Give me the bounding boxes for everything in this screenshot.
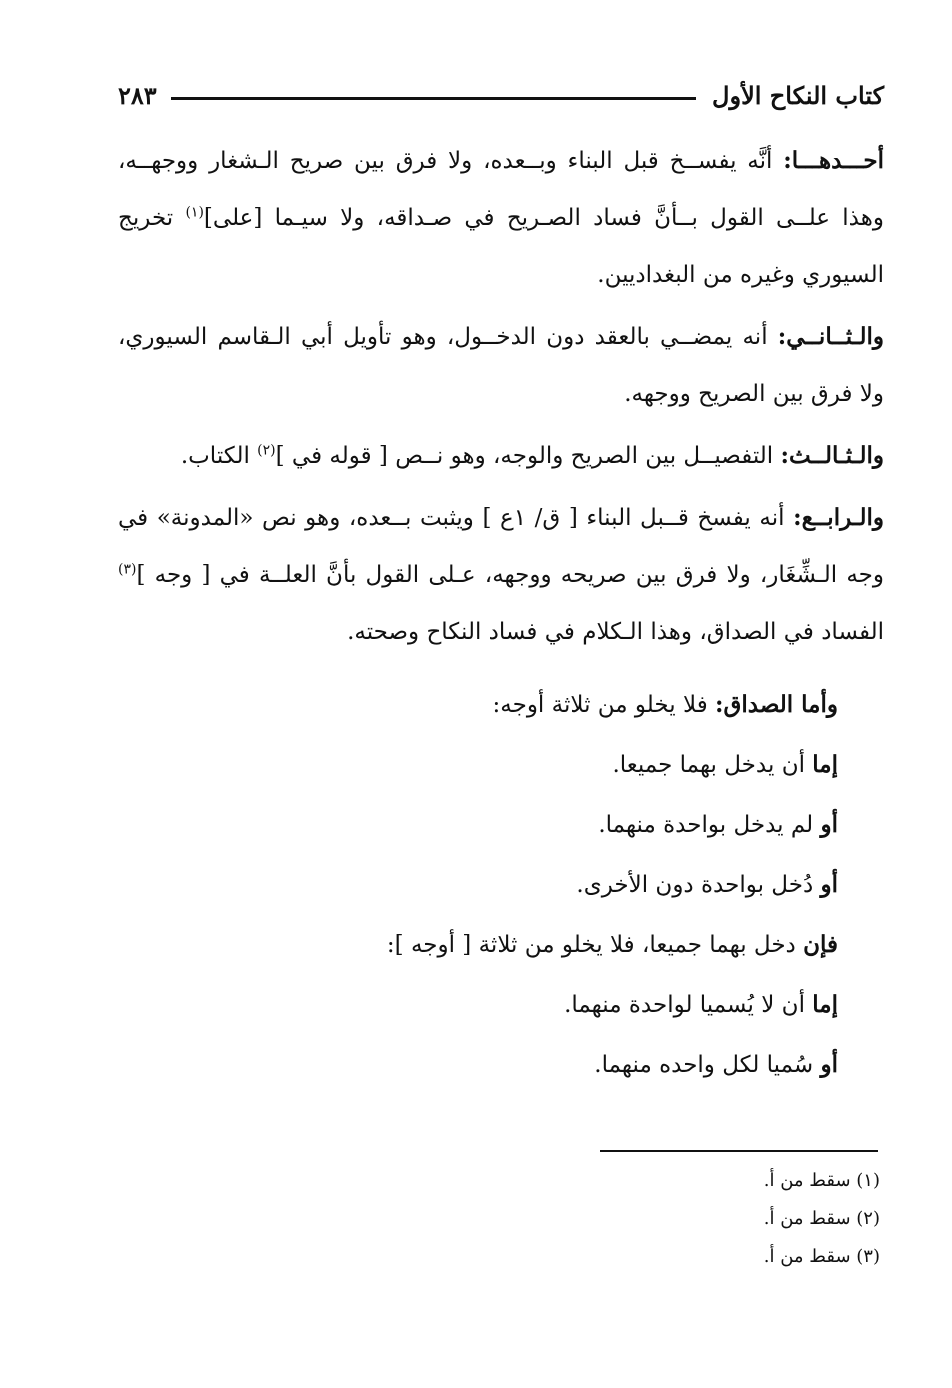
footnote-text: سقط من أ. [763, 1246, 857, 1267]
list-text: دخل بهما جميعا، فلا يخلو من ثلاثة [ أوجه ]: [386, 932, 804, 958]
list-text: دُخل بواحدة دون الأخرى. [576, 872, 821, 898]
list-line [118, 1035, 884, 1095]
paragraph-third-opinion [118, 427, 884, 485]
list-line [118, 975, 884, 1035]
footnote-separator [600, 1150, 878, 1152]
paragraph-lead: والـثـالــث: [780, 442, 884, 469]
list-text: أن لا يُسميا لواحدة منهما. [564, 992, 813, 1018]
paragraph-lead: أحـــدهـــا: [783, 147, 884, 174]
chapter-title: كتاب النكاح الأول [712, 80, 884, 110]
paragraph-text: التفصيــل بين الصريح والوجه، وهو نــص [ قوله في ] [275, 443, 781, 469]
running-header [118, 72, 884, 118]
paragraph-text: أنه يفسخ قــبل البناء [ ق/ ١ع ] ويثبت بــعده، وهو نص «المدونة» في وجه الـشِّغَار، ولا فرق بين صريحه ووجهه، عـلى القول بأنَّ العلــة في [ وجه ] [118, 505, 884, 588]
list-lead: أو [820, 871, 838, 898]
list-text: أن يدخل بهما جميعا. [612, 752, 813, 778]
paragraph-tail: تخريج السيوري وغيره من البغداديين. [118, 205, 884, 288]
header-rule [171, 97, 696, 100]
list-lead: إما [812, 991, 838, 1018]
dowry-cases-list [118, 675, 884, 1095]
list-lead: فإن [803, 931, 838, 958]
footnotes [560, 1162, 880, 1276]
footnote-item [560, 1200, 880, 1238]
list-lead: أو [820, 811, 838, 838]
list-line [118, 735, 884, 795]
footnote-text: سقط من أ. [763, 1170, 857, 1191]
list-text: فلا يخلو من ثلاثة أوجه: [492, 692, 716, 718]
footnote-number: (٢) [856, 1208, 880, 1229]
list-lead: إما [812, 751, 838, 778]
footnote-marker: (١) [185, 204, 204, 221]
footnote-marker: (٣) [118, 561, 137, 578]
footnote-number: (١) [856, 1170, 880, 1191]
list-line [118, 795, 884, 855]
footnote-marker: (٢) [257, 442, 276, 459]
footnote-item [560, 1162, 880, 1200]
footnote-text: سقط من أ. [763, 1208, 857, 1229]
page-number: ٢٨٣ [118, 80, 157, 110]
footnote-number: (٣) [856, 1246, 880, 1267]
footnote-item [560, 1238, 880, 1276]
list-text: لم يدخل بواحدة منهما. [598, 812, 821, 838]
paragraph-text: أنه يمضــي بالعقد دون الدخــول، وهو تأويل أبي الـقاسم السيوري، ولا فرق بين الصريح ووجهه. [118, 324, 884, 407]
paragraph-first-opinion [118, 132, 884, 304]
main-text [118, 132, 884, 1095]
paragraph-lead: والـثــانــي: [777, 323, 884, 350]
paragraph-second-opinion [118, 308, 884, 423]
paragraph-tail: الفساد في الصداق، وهذا الـكلام في فساد النكاح وصحته. [347, 619, 884, 645]
list-line [118, 855, 884, 915]
list-line [118, 915, 884, 975]
paragraph-text: أنَّه يفســخ قبل البناء وبــعده، ولا فرق بين صريح الـشغار ووجهــه، وهذا علــى القول بــأنَّ فساد الصـريح في صـداقه، ولا سيـما [على] [118, 148, 884, 231]
paragraph-fourth-opinion [118, 489, 884, 661]
list-line [118, 675, 884, 735]
list-lead: وأما الصداق: [715, 691, 838, 718]
paragraph-tail: الكتاب. [180, 443, 258, 469]
list-lead: أو [820, 1051, 838, 1078]
paragraph-lead: والـرابــع: [793, 504, 885, 531]
list-text: سُميا لكل واحده منهما. [594, 1052, 821, 1078]
